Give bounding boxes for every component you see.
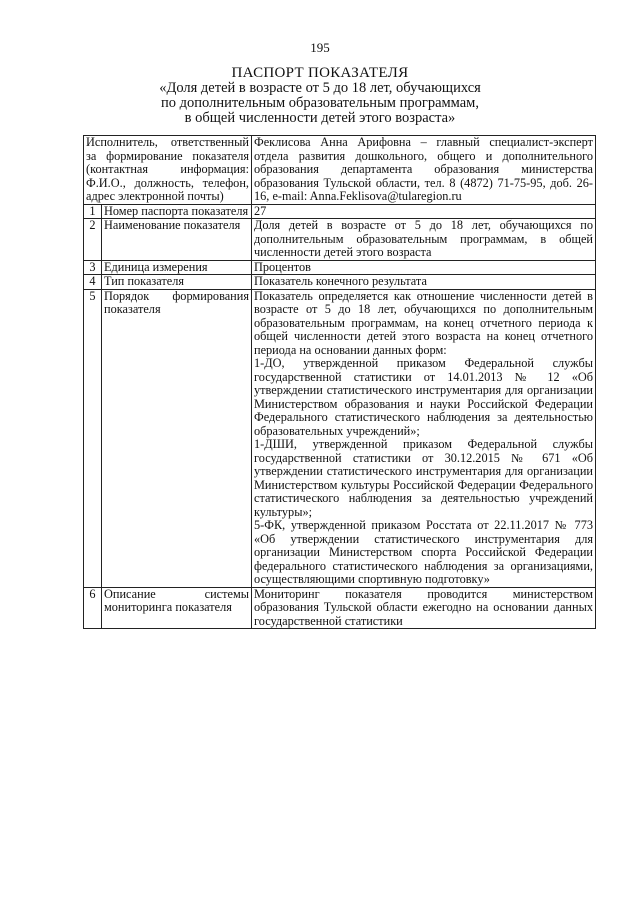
row-value: Мониторинг показателя проводится министерством образования Тульской области ежегодно на основании данных государственной статистики <box>252 587 596 629</box>
row-number: 2 <box>84 219 102 261</box>
page-number: 195 <box>310 40 330 55</box>
row-number: 3 <box>84 260 102 275</box>
responsible-value: Феклисова Анна Арифовна – главный специалист-эксперт отдела развития дошкольного, общего и дополнительного образования департамента образования министерства образования Тульской области, тел. 8 (4872) 71-75-95, доб. 26-16, e-mail: Anna.Feklisova@tularegion.ru <box>252 136 596 205</box>
row-value: Процентов <box>252 260 596 275</box>
row-number: 1 <box>84 204 102 219</box>
row-label: Единица измерения <box>102 260 252 275</box>
table-row <box>84 260 596 275</box>
method-paragraph-1: Показатель определяется как отношение численности детей в возрасте от 5 до 18 лет, обучающихся по дополнительным образовательным программам, на конец отчетного периода к общей численности детей этого возраста на конец отчетного периода на основании данных форм: <box>254 288 593 357</box>
row-value <box>252 289 596 587</box>
title-line-1: ПАСПОРТ ПОКАЗАТЕЛЯ <box>231 65 409 81</box>
row-value: Показатель конечного результата <box>252 275 596 290</box>
row-label: Номер паспорта показателя <box>102 204 252 219</box>
table-row <box>84 587 596 629</box>
passport-table <box>83 135 596 629</box>
table-row-responsible <box>84 136 596 205</box>
row-value: Доля детей в возрасте от 5 до 18 лет, обучающихся по дополнительным образовательным программам, в общей численности детей этого возраста <box>252 219 596 261</box>
table-row <box>84 219 596 261</box>
row-label: Тип показателя <box>102 275 252 290</box>
row-label: Описание системы мониторинга показателя <box>102 587 252 629</box>
table-row <box>84 289 596 587</box>
method-paragraph-2: 1-ДО, утвержденной приказом Федеральной службы государственной статистики от 14.01.2013 № 12 «Об утверждении статистического инструментария для организации Министерством образования и науки Российской Федерации Федерального статистического наблюдения за деятельностью образовательных учреждений»; <box>254 356 593 438</box>
title-line-4: в общей численности детей этого возраста» <box>184 110 456 126</box>
document-title <box>0 66 640 126</box>
method-paragraph-4: 5-ФК, утвержденной приказом Росстата от 22.11.2017 № 773 «Об утверждении статистического инструментария для организации Министерством спорта Российской Федерации федерального статистического наблюдения за организациями, осуществляющими спортивную подготовку» <box>254 518 593 586</box>
row-number: 5 <box>84 289 102 587</box>
row-value: 27 <box>252 204 596 219</box>
title-line-2: «Доля детей в возрасте от 5 до 18 лет, обучающихся <box>159 80 481 96</box>
title-line-3: по дополнительным образовательным программам, <box>161 95 479 111</box>
row-number: 4 <box>84 275 102 290</box>
row-label: Порядок формирования показателя <box>102 289 252 587</box>
table-row <box>84 275 596 290</box>
row-label: Наименование показателя <box>102 219 252 261</box>
table-row <box>84 204 596 219</box>
row-number: 6 <box>84 587 102 629</box>
method-paragraph-3: 1-ДШИ, утвержденной приказом Федеральной службы государственной статистики от 30.12.2015 № 671 «Об утверждении статистического инструментария для организации Министерством культуры Российской Федерации Федерального статистического наблюдения за деятельностью учреждений культуры»; <box>254 437 593 519</box>
responsible-label: Исполнитель, ответственный за формирование показателя (контактная информация: Ф.И.О., должность, телефон, адрес электронной почты) <box>84 136 252 205</box>
